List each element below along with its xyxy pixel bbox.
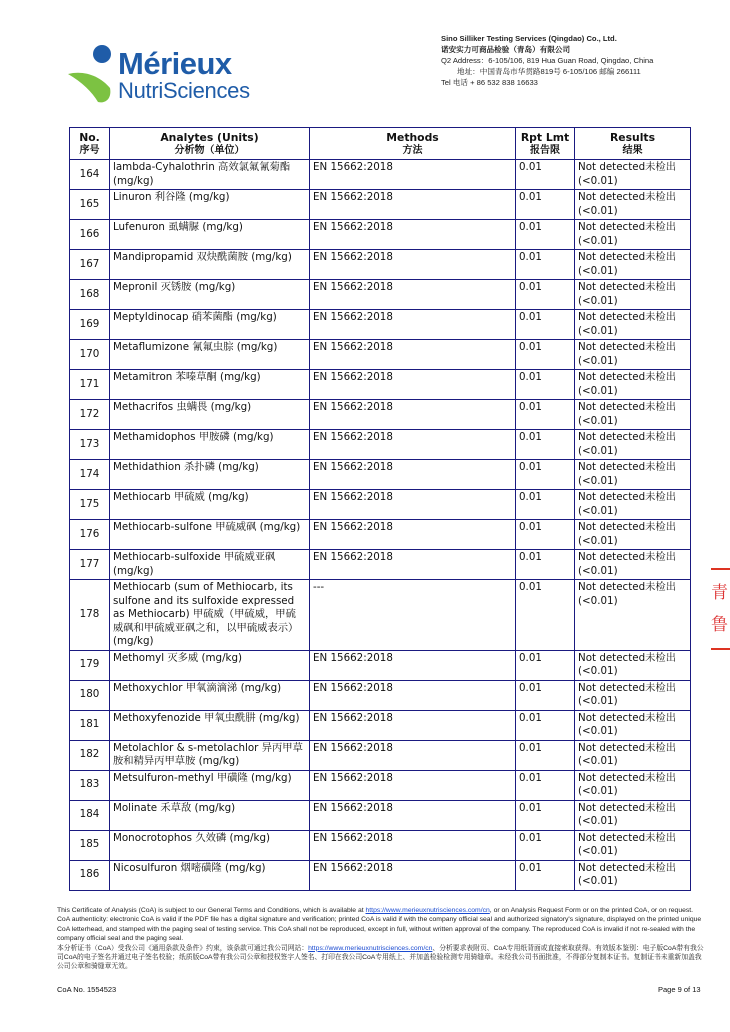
cell-method: EN 15662:2018 (310, 830, 516, 860)
cell-result: Not detected未检出(<0.01) (575, 220, 691, 250)
table-row (70, 710, 691, 740)
cell-result: Not detected未检出(<0.01) (575, 430, 691, 460)
cell-analyte: Nicosulfuron 烟嘧磺隆 (mg/kg) (110, 860, 310, 890)
cell-rpt-lmt: 0.01 (516, 830, 575, 860)
cell-method: EN 15662:2018 (310, 710, 516, 740)
cell-rpt-lmt: 0.01 (516, 580, 575, 651)
col-header-rpt-lmt: Rpt Lmt 报告限 (516, 128, 575, 160)
cell-rpt-lmt: 0.01 (516, 550, 575, 580)
cell-no: 164 (70, 160, 110, 190)
cell-method: EN 15662:2018 (310, 310, 516, 340)
disclaimer-en: This Certificate of Analysis (CoA) is subject to our General Terms and Conditions, which is available at https://www.merieuxnutrisciences.com/cn, or on Analysis Request Form or on the printed CoA, or on request. CoA authenticity: electronic CoA is valid if the PDF file has a digital signature and verification; printed CoA is valid if with the company official seal and authorized signatory's signature, displayed on the printed unique CoA letterhead, and stamped with the paging seal of testing service. This CoA shall not be reproduced, except in full, without written approval of the company. The reproduced CoA is invalid if not re-sealed with the company official seal and the paging seal. (57, 907, 702, 943)
cell-analyte: Monocrotophos 久效磷 (mg/kg) (110, 830, 310, 860)
cell-analyte: Methiocarb-sulfone 甲硫威砜 (mg/kg) (110, 520, 310, 550)
cell-no: 165 (70, 190, 110, 220)
cell-rpt-lmt: 0.01 (516, 220, 575, 250)
cell-no: 186 (70, 860, 110, 890)
cell-no: 179 (70, 650, 110, 680)
cell-analyte: Methomyl 灭多威 (mg/kg) (110, 650, 310, 680)
results-table (69, 127, 691, 891)
cell-analyte: Methiocarb (sum of Methiocarb, its sulfone and its sulfoxide expressed as Methiocarb) 甲硫威（甲硫威，甲硫威砜和甲硫威亚砜之和，以甲硫威表示）(mg/kg) (110, 580, 310, 651)
cell-method: EN 15662:2018 (310, 550, 516, 580)
cell-method: EN 15662:2018 (310, 400, 516, 430)
cell-result: Not detected未检出(<0.01) (575, 490, 691, 520)
coa-number: CoA No. 1554523 (57, 985, 117, 994)
cell-result: Not detected未检出(<0.01) (575, 770, 691, 800)
cell-no: 166 (70, 220, 110, 250)
cell-result: Not detected未检出(<0.01) (575, 370, 691, 400)
cell-result: Not detected未检出(<0.01) (575, 580, 691, 651)
table-row (70, 680, 691, 710)
cell-rpt-lmt: 0.01 (516, 770, 575, 800)
cell-result: Not detected未检出(<0.01) (575, 160, 691, 190)
table-header-row (70, 128, 691, 160)
cell-no: 175 (70, 490, 110, 520)
table-row (70, 460, 691, 490)
cell-analyte: Linuron 利谷隆 (mg/kg) (110, 190, 310, 220)
cell-no: 173 (70, 430, 110, 460)
cell-method: EN 15662:2018 (310, 800, 516, 830)
terms-link-en[interactable]: https://www.merieuxnutrisciences.com/cn (365, 907, 490, 914)
cell-analyte: Mandipropamid 双炔酰菌胺 (mg/kg) (110, 250, 310, 280)
col-header-method: Methods 方法 (310, 128, 516, 160)
cell-method: EN 15662:2018 (310, 650, 516, 680)
cell-rpt-lmt: 0.01 (516, 490, 575, 520)
logo-text-merieux: Mérieux (118, 46, 232, 81)
cell-result: Not detected未检出(<0.01) (575, 800, 691, 830)
company-header (441, 33, 721, 88)
table-row (70, 280, 691, 310)
cell-analyte: Methoxychlor 甲氧滴滴涕 (mg/kg) (110, 680, 310, 710)
cell-analyte: Meptyldinocap 硝苯菌酯 (mg/kg) (110, 310, 310, 340)
cell-result: Not detected未检出(<0.01) (575, 400, 691, 430)
cell-analyte: Methacrifos 虫螨畏 (mg/kg) (110, 400, 310, 430)
table-row (70, 580, 691, 651)
table-row (70, 190, 691, 220)
cell-rpt-lmt: 0.01 (516, 860, 575, 890)
cell-result: Not detected未检出(<0.01) (575, 710, 691, 740)
cell-no: 171 (70, 370, 110, 400)
cell-no: 178 (70, 580, 110, 651)
cell-rpt-lmt: 0.01 (516, 710, 575, 740)
cell-analyte: Molinate 禾草敌 (mg/kg) (110, 800, 310, 830)
logo-text-nutrisciences: NutriSciences (118, 78, 250, 103)
company-name-en: Sino Silliker Testing Services (Qingdao) Co., Ltd. (441, 34, 617, 43)
table-row (70, 550, 691, 580)
cell-rpt-lmt: 0.01 (516, 250, 575, 280)
col-header-results: Results 结果 (575, 128, 691, 160)
cell-method: EN 15662:2018 (310, 740, 516, 770)
table-row (70, 860, 691, 890)
table-row (70, 400, 691, 430)
cell-no: 184 (70, 800, 110, 830)
cell-result: Not detected未检出(<0.01) (575, 650, 691, 680)
cell-rpt-lmt: 0.01 (516, 430, 575, 460)
table-row (70, 800, 691, 830)
cell-rpt-lmt: 0.01 (516, 680, 575, 710)
cell-method: EN 15662:2018 (310, 430, 516, 460)
cell-analyte: Mepronil 灭锈胺 (mg/kg) (110, 280, 310, 310)
cell-result: Not detected未检出(<0.01) (575, 550, 691, 580)
cell-method: EN 15662:2018 (310, 280, 516, 310)
cell-rpt-lmt: 0.01 (516, 310, 575, 340)
table-row (70, 310, 691, 340)
cell-rpt-lmt: 0.01 (516, 650, 575, 680)
cell-rpt-lmt: 0.01 (516, 370, 575, 400)
cell-result: Not detected未检出(<0.01) (575, 860, 691, 890)
logo-mark-icon (66, 40, 126, 110)
cell-result: Not detected未检出(<0.01) (575, 740, 691, 770)
cell-no: 185 (70, 830, 110, 860)
table-row (70, 370, 691, 400)
cell-analyte: Metamitron 苯嗪草酮 (mg/kg) (110, 370, 310, 400)
cell-method: EN 15662:2018 (310, 680, 516, 710)
terms-link-zh[interactable]: https://www.merieuxnutrisciences.com/cn (308, 944, 433, 952)
cell-rpt-lmt: 0.01 (516, 400, 575, 430)
cell-analyte: Lufenuron 虱螨脲 (mg/kg) (110, 220, 310, 250)
table-row (70, 160, 691, 190)
seal-char: 青 (711, 583, 728, 603)
cell-analyte: lambda-Cyhalothrin 高效氯氟氰菊酯 (mg/kg) (110, 160, 310, 190)
cell-no: 167 (70, 250, 110, 280)
cell-method: EN 15662:2018 (310, 220, 516, 250)
table-row (70, 520, 691, 550)
cell-rpt-lmt: 0.01 (516, 740, 575, 770)
seal-char: 鲁 (711, 615, 728, 635)
cell-method: EN 15662:2018 (310, 250, 516, 280)
cell-analyte: Methoxyfenozide 甲氧虫酰肼 (mg/kg) (110, 710, 310, 740)
address-zh: 地址：中国青岛市华贯路819号 6-105/106 邮编 266111 (457, 67, 641, 76)
disclaimer-zh: 本分析证书（CoA）受我公司《通用条款及条件》约束，该条款可通过我公司网站：https://www.merieuxnutrisciences.com/cn、分析要求表附页、CoA专用纸背面或直接索取获得。有效版本鉴别：电子版CoA带有我公司CoA的电子签名并通过电子签名校验；纸质版CoA带有我公司公章和授权签字人签名、打印在我公司CoA专用纸上、并加盖检验检测专用骑缝章。未经我公司书面批准，不得部分复制本证书。复制证书未重新加盖我公司公章和骑缝章无效。 (57, 944, 704, 971)
telephone: Tel 电话 + 86 532 838 16633 (441, 78, 538, 87)
table-row (70, 740, 691, 770)
cell-method: EN 15662:2018 (310, 370, 516, 400)
cell-result: Not detected未检出(<0.01) (575, 310, 691, 340)
cell-no: 169 (70, 310, 110, 340)
cell-no: 182 (70, 740, 110, 770)
cell-result: Not detected未检出(<0.01) (575, 830, 691, 860)
cell-method: EN 15662:2018 (310, 340, 516, 370)
cell-method: --- (310, 580, 516, 651)
cell-rpt-lmt: 0.01 (516, 190, 575, 220)
cell-method: EN 15662:2018 (310, 490, 516, 520)
footer-disclaimer (57, 906, 705, 972)
page-number: Page 9 of 13 (658, 985, 701, 994)
cell-method: EN 15662:2018 (310, 190, 516, 220)
table-row (70, 220, 691, 250)
cell-no: 168 (70, 280, 110, 310)
paging-seal-fragment (711, 560, 730, 660)
cell-no: 181 (70, 710, 110, 740)
company-name-zh: 诺安实力可商品检验（青岛）有限公司 (441, 45, 571, 54)
cell-method: EN 15662:2018 (310, 770, 516, 800)
company-logo (66, 40, 256, 110)
cell-analyte: Methiocarb 甲硫威 (mg/kg) (110, 490, 310, 520)
cell-no: 172 (70, 400, 110, 430)
cell-rpt-lmt: 0.01 (516, 460, 575, 490)
cell-analyte: Metolachlor & s-metolachlor 异丙甲草胺和精异丙甲草胺 (mg/kg) (110, 740, 310, 770)
table-row (70, 340, 691, 370)
cell-no: 170 (70, 340, 110, 370)
cell-analyte: Methamidophos 甲胺磷 (mg/kg) (110, 430, 310, 460)
cell-result: Not detected未检出(<0.01) (575, 280, 691, 310)
cell-method: EN 15662:2018 (310, 520, 516, 550)
cell-rpt-lmt: 0.01 (516, 160, 575, 190)
cell-result: Not detected未检出(<0.01) (575, 340, 691, 370)
col-header-analyte: Analytes (Units) 分析物（单位） (110, 128, 310, 160)
cell-no: 174 (70, 460, 110, 490)
cell-result: Not detected未检出(<0.01) (575, 250, 691, 280)
table-row (70, 830, 691, 860)
cell-result: Not detected未检出(<0.01) (575, 680, 691, 710)
table-row (70, 770, 691, 800)
cell-result: Not detected未检出(<0.01) (575, 190, 691, 220)
address-en: Q2 Address：6-105/106, 819 Hua Guan Road, Qingdao, China (441, 56, 654, 65)
table-row (70, 490, 691, 520)
cell-method: EN 15662:2018 (310, 160, 516, 190)
table-row (70, 650, 691, 680)
col-header-no: No. 序号 (70, 128, 110, 160)
cell-rpt-lmt: 0.01 (516, 280, 575, 310)
cell-result: Not detected未检出(<0.01) (575, 460, 691, 490)
table-row (70, 430, 691, 460)
cell-rpt-lmt: 0.01 (516, 520, 575, 550)
cell-rpt-lmt: 0.01 (516, 340, 575, 370)
cell-analyte: Methidathion 杀扑磷 (mg/kg) (110, 460, 310, 490)
cell-analyte: Metaflumizone 氰氟虫腙 (mg/kg) (110, 340, 310, 370)
cell-no: 180 (70, 680, 110, 710)
cell-method: EN 15662:2018 (310, 860, 516, 890)
seal-border-bottom (711, 648, 730, 650)
table-row (70, 250, 691, 280)
cell-method: EN 15662:2018 (310, 460, 516, 490)
cell-analyte: Metsulfuron-methyl 甲磺隆 (mg/kg) (110, 770, 310, 800)
seal-border-top (711, 568, 730, 570)
cell-no: 183 (70, 770, 110, 800)
cell-analyte: Methiocarb-sulfoxide 甲硫威亚砜 (mg/kg) (110, 550, 310, 580)
cell-result: Not detected未检出(<0.01) (575, 520, 691, 550)
cell-no: 177 (70, 550, 110, 580)
cell-no: 176 (70, 520, 110, 550)
cell-rpt-lmt: 0.01 (516, 800, 575, 830)
